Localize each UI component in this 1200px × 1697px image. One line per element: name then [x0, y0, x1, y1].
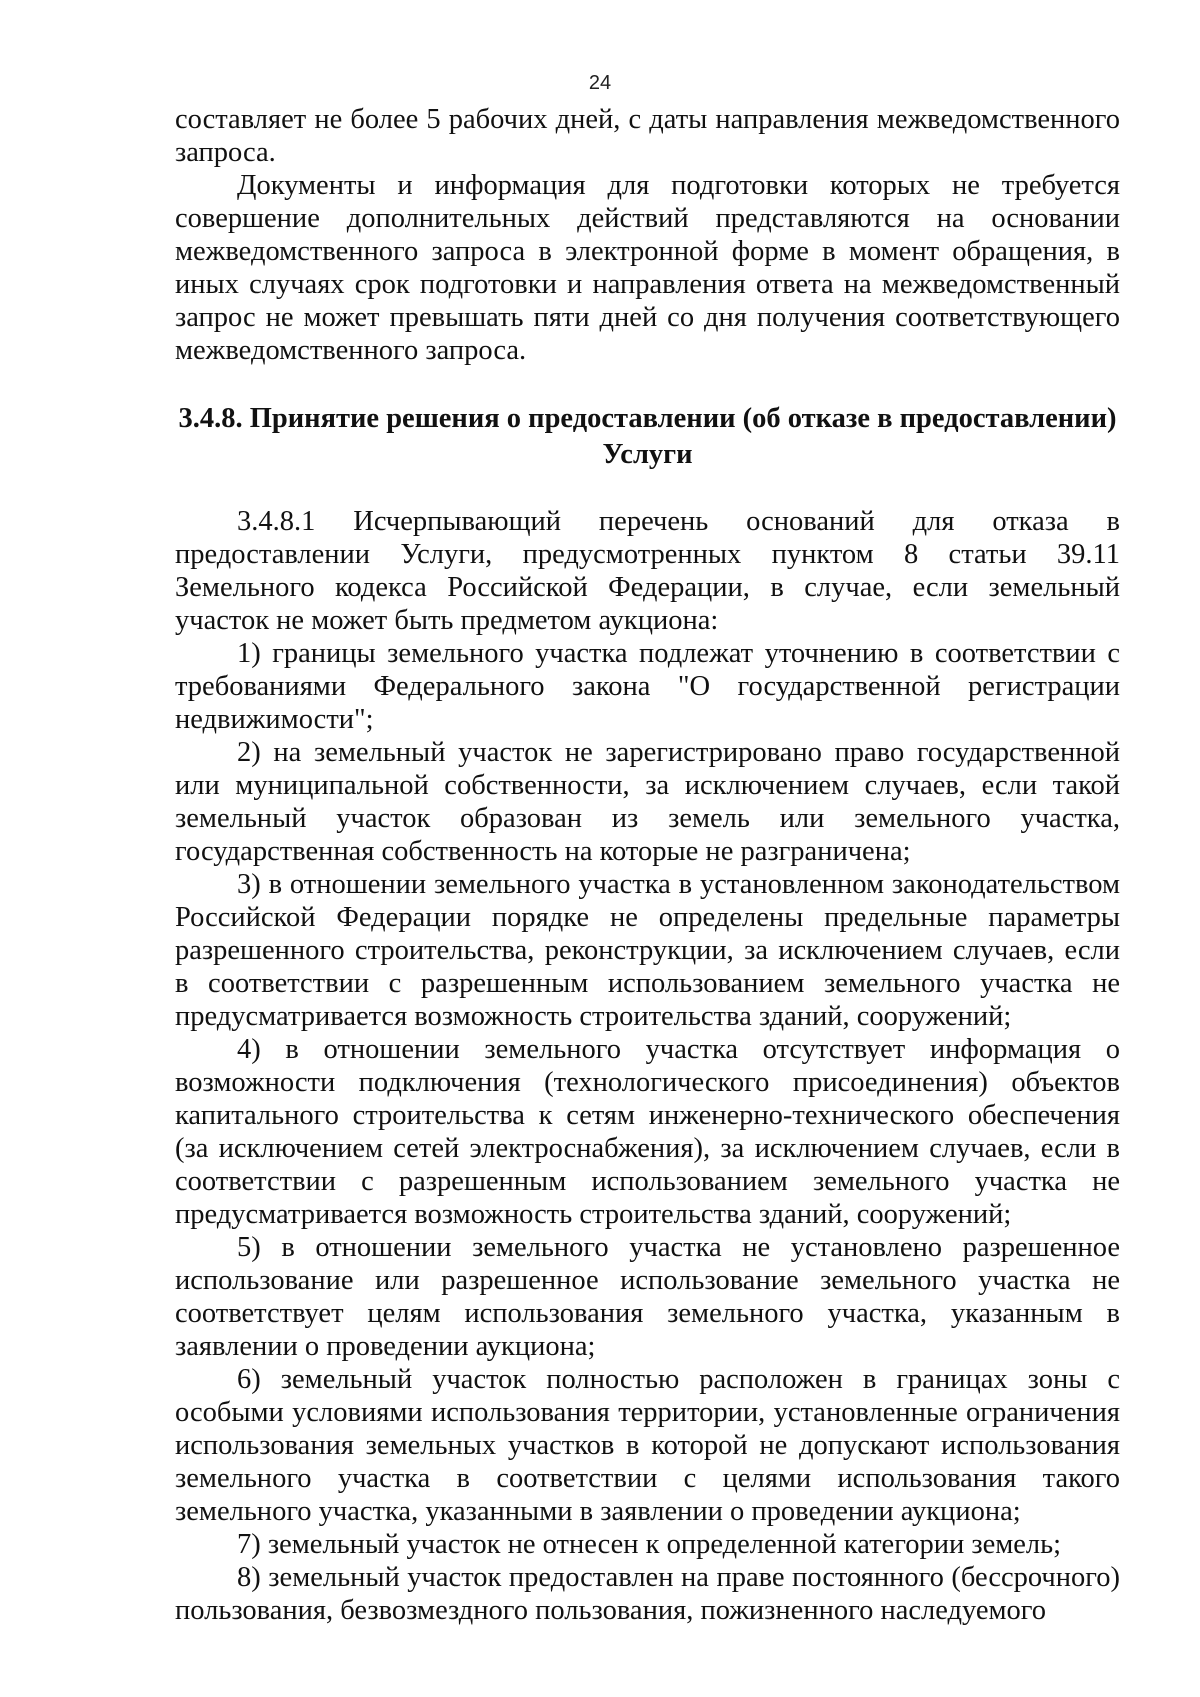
paragraph-documents: Документы и информация для подготовки которых не требуется совершение дополнительных действий представляются на основании межведомственного запроса в электронной форме в момент обращения, в иных случаях срок подготовки и направления ответа на межведомственный запрос не может превышать пяти дней со дня получения соответствующего межведомственного запроса.	[175, 170, 1120, 366]
page-number: 24	[588, 72, 612, 94]
section-heading: 3.4.8. Принятие решения о предоставлении (об отказе в предоставлении) Услуги	[178, 403, 1117, 470]
list-item-6: 6) земельный участок полностью расположен в границах зоны с особыми условиями использования территории, установленные ограничения использования земельных участков в которой не допускают использования земельного участка в соответствии с целями использования такого земельного участка, указанными в заявлении о проведении аукциона;	[175, 1364, 1120, 1527]
list-item-8: 8) земельный участок предоставлен на праве постоянного (бессрочного) пользования, безвозмездного пользования, пожизненного наследуемого	[175, 1562, 1120, 1626]
list-item-1: 1) границы земельного участка подлежат уточнению в соответствии с требованиями Федерального закона "О государственной регистрации недвижимости";	[175, 638, 1120, 735]
list-item-5: 5) в отношении земельного участка не установлено разрешенное использование или разрешенное использование земельного участка не соответствует целям использования земельного участка, указанным в заявлении о проведении аукциона;	[175, 1232, 1120, 1362]
paragraph-grounds: 3.4.8.1 Исчерпывающий перечень оснований для отказа в предоставлении Услуги, предусмотренных пунктом 8 статьи 39.11 Земельного кодекса Российской Федерации, в случае, если земельный участок не может быть предметом аукциона:	[175, 506, 1120, 636]
list-item-3: 3) в отношении земельного участка в установленном законодательством Российской Федерации порядке не определены предельные параметры разрешенного строительства, реконструкции, за исключением случаев, если в соответствии с разрешенным использованием земельного участка не предусматривается возможность строительства зданий, сооружений;	[175, 869, 1120, 1032]
paragraph-continuation: составляет не более 5 рабочих дней, с даты направления межведомственного запроса.	[175, 104, 1120, 168]
list-item-2: 2) на земельный участок не зарегистрировано право государственной или муниципальной собственности, за исключением случаев, если такой земельный участок образован из земель или земельного участка, государственная собственность на которые не разграничена;	[175, 737, 1120, 867]
document-body	[175, 103, 1120, 1627]
list-item-7: 7) земельный участок не отнесен к определенной категории земель;	[237, 1529, 1062, 1560]
list-item-4: 4) в отношении земельного участка отсутствует информация о возможности подключения (технологического присоединения) объектов капитального строительства к сетям инженерно-технического обеспечения (за исключением сетей электроснабжения), за исключением случаев, если в соответствии с разрешенным использованием земельного участка не предусматривается возможность строительства зданий, сооружений;	[175, 1034, 1120, 1230]
